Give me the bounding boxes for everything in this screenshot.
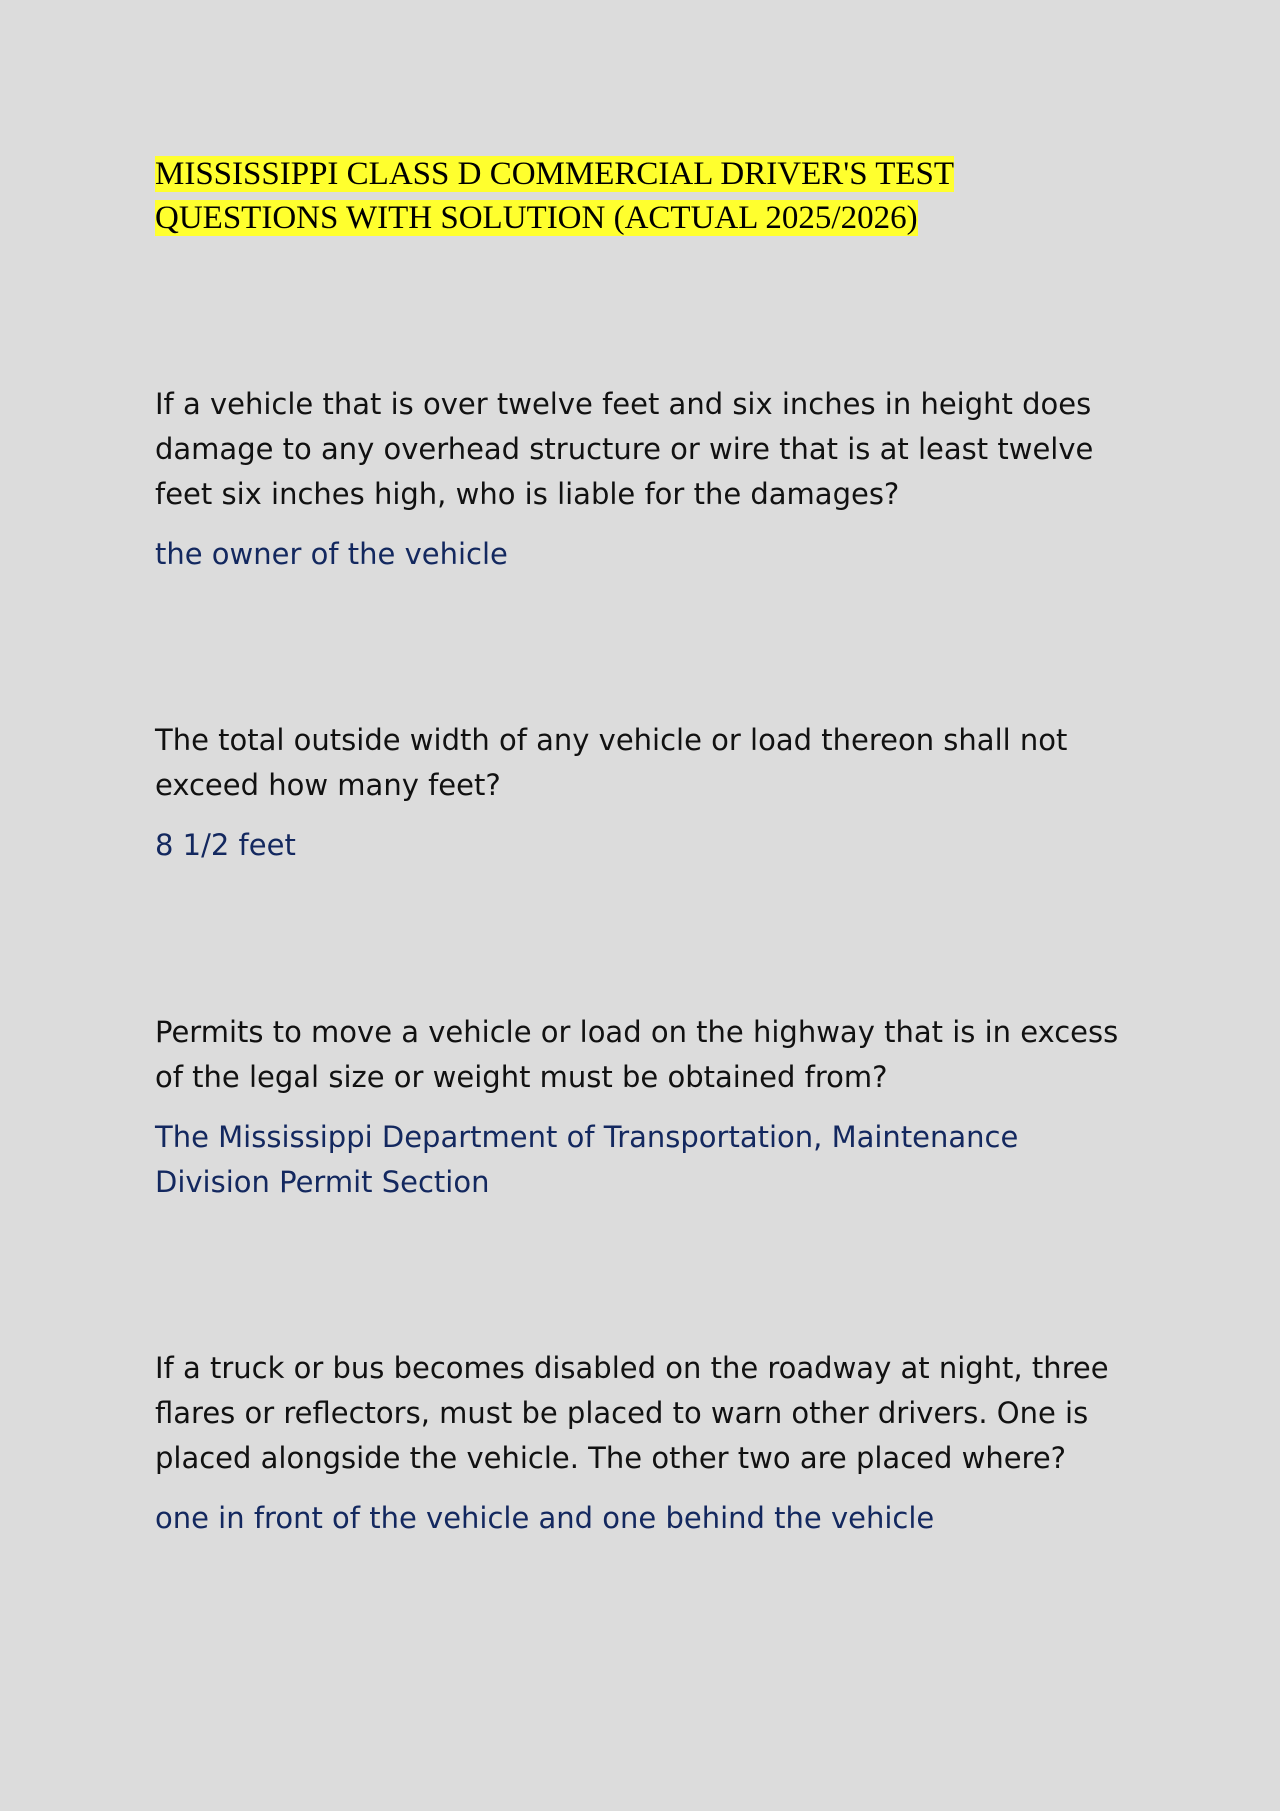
qa-item-3	[155, 1010, 1135, 1205]
question-text: If a vehicle that is over twelve feet and six inches in height does damage to any overhead structure or wire that is at least twelve feet six inches high, who is liable for the damages?	[155, 387, 1094, 511]
question-text: The total outside width of any vehicle or load thereon shall not exceed how many feet?	[155, 723, 1068, 802]
answer-text: one in front of the vehicle and one behind the vehicle	[155, 1501, 935, 1535]
answer-text: The Mississippi Department of Transportation, Maintenance Division Permit Section	[155, 1120, 1019, 1199]
document-title	[155, 152, 1055, 240]
qa-item-1	[155, 382, 1135, 577]
qa-item-4	[155, 1346, 1135, 1541]
title-highlight: MISSISSIPPI CLASS D COMMERCIAL DRIVER'S TEST QUESTIONS WITH SOLUTION (ACTUAL 2025/2026)	[155, 156, 955, 236]
qa-item-2	[155, 718, 1135, 868]
answer-text: 8 1/2 feet	[155, 828, 296, 862]
question-text: If a truck or bus becomes disabled on the roadway at night, three flares or reflectors, must be placed to warn other drivers. One is placed alongside the vehicle. The other two are placed where?	[155, 1351, 1109, 1475]
question-text: Permits to move a vehicle or load on the highway that is in excess of the legal size or weight must be obtained from?	[155, 1015, 1119, 1094]
answer-text: the owner of the vehicle	[155, 537, 508, 571]
